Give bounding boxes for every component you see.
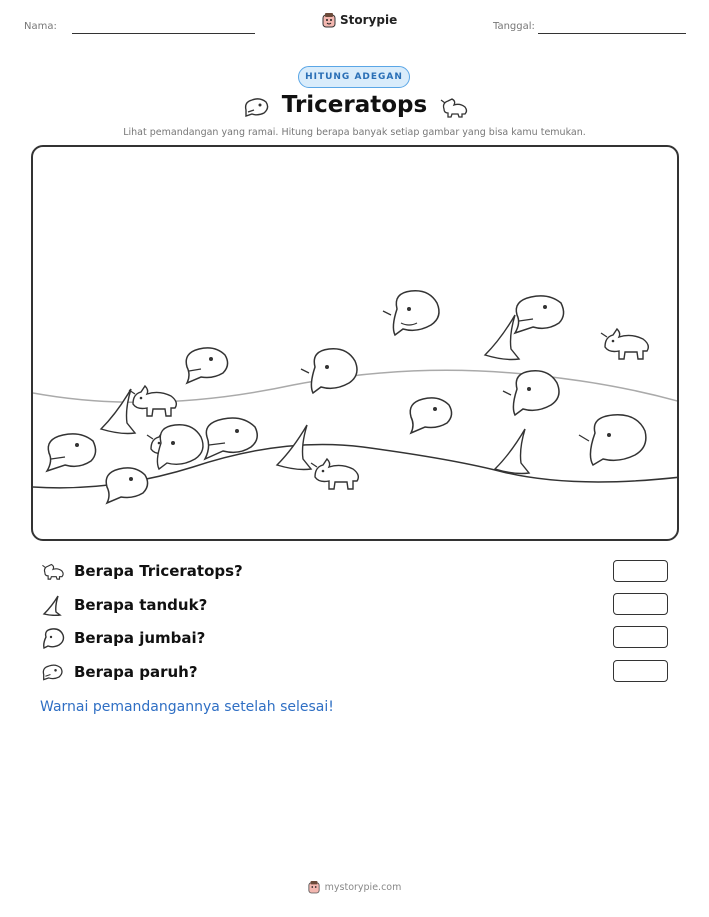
triceratops-figure: [311, 459, 358, 489]
horn-icon: [40, 594, 66, 616]
frill-figure: [579, 415, 646, 465]
activity-badge: HITUNG ADEGAN: [298, 66, 410, 88]
page-title: Triceratops: [281, 92, 428, 118]
frill-figure: [157, 425, 203, 469]
frill-figure: [503, 371, 559, 415]
footer-url[interactable]: mystorypie.com: [324, 881, 402, 893]
question-label: Berapa Triceratops?: [74, 562, 243, 580]
name-label: Nama:: [24, 21, 57, 32]
coloring-note: Warnai pemandangannya setelah selesai!: [40, 699, 334, 715]
brand-logo: [322, 12, 397, 28]
date-label: Tanggal:: [493, 21, 535, 32]
beak-figure: [186, 348, 227, 383]
question-frill: [40, 627, 205, 649]
horn-figure: [495, 429, 529, 474]
answer-box-triceratops[interactable]: [613, 560, 668, 582]
triceratops-icon: [438, 95, 470, 119]
question-triceratops: [40, 561, 243, 581]
answer-box-beak[interactable]: [613, 660, 668, 682]
question-label: Berapa jumbai?: [74, 629, 206, 647]
triceratops-figure: [129, 386, 176, 416]
triceratops-icon: [40, 561, 66, 581]
brand-name: Storypie: [340, 13, 398, 27]
storypie-mascot-icon: [308, 880, 320, 894]
date-line[interactable]: [538, 33, 686, 34]
beak-figure: [106, 468, 147, 503]
frill-figure: [383, 291, 439, 335]
horn-figure: [101, 389, 135, 434]
frill-icon: [40, 627, 66, 649]
triceratops-figure: [601, 329, 648, 359]
question-label: Berapa paruh?: [74, 663, 198, 681]
scene-frame: [31, 145, 679, 541]
name-line[interactable]: [72, 33, 255, 34]
frill-figure: [301, 349, 357, 393]
beak-figure: [205, 418, 257, 459]
scene-illustration: [33, 147, 679, 541]
beak-figure: [515, 296, 564, 333]
question-beak: [40, 661, 198, 683]
horn-figure: [485, 315, 519, 360]
beak-figure: [47, 434, 96, 471]
storypie-mascot-icon: [322, 12, 336, 28]
question-horn: [40, 594, 207, 616]
question-label: Berapa tanduk?: [74, 596, 208, 614]
footer: [0, 880, 709, 894]
answer-box-horn[interactable]: [613, 593, 668, 615]
beak-icon: [40, 661, 66, 683]
beak-figure: [410, 398, 451, 433]
answer-box-frill[interactable]: [613, 626, 668, 648]
instructions: Lihat pemandangan yang ramai. Hitung berapa banyak setiap gambar yang bisa kamu temukan.: [123, 127, 586, 138]
